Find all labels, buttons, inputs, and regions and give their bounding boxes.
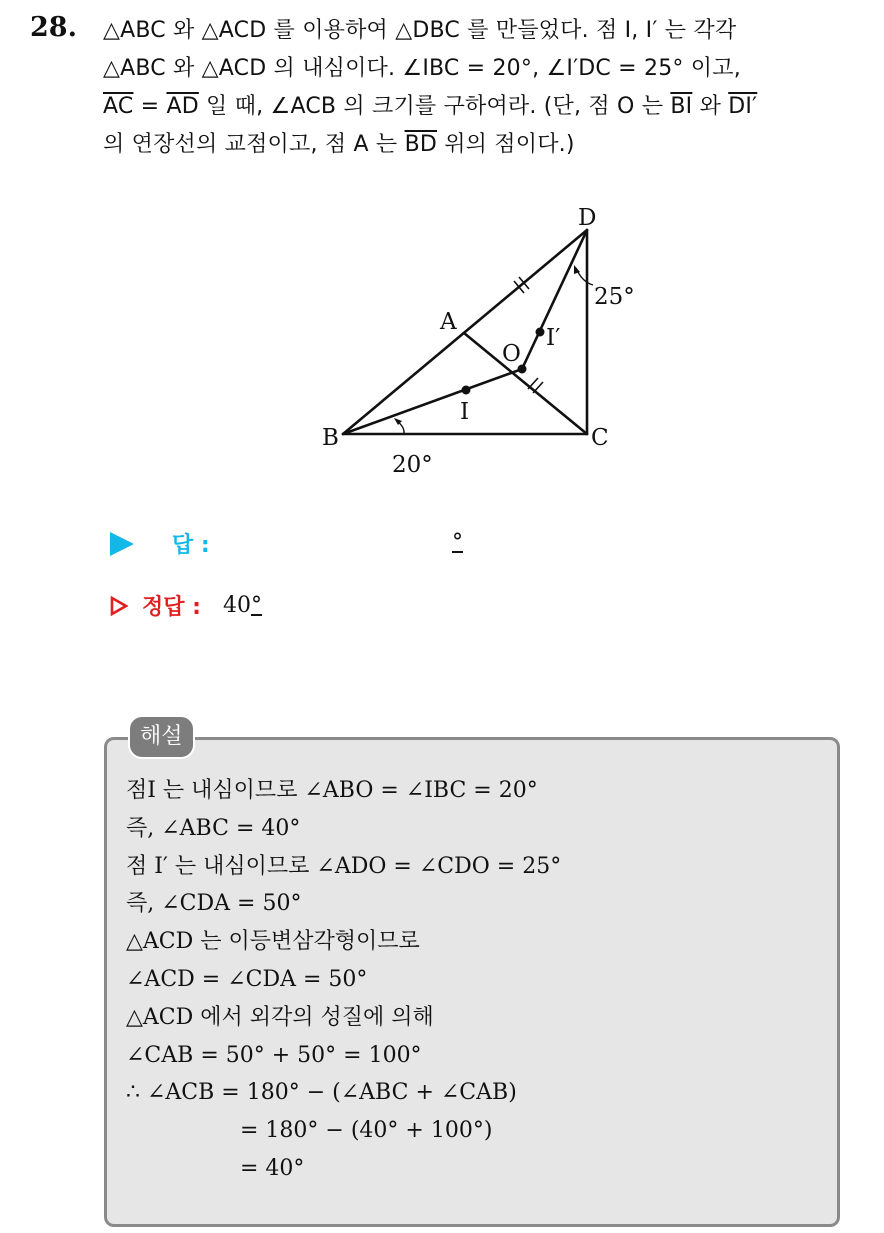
question-line-2: △ABC 와 △ACD 의 내심이다. ∠IBC = 20°, ∠I′DC = 25° 이고, [103,56,741,81]
label-d: D [578,205,597,231]
segment-ad: $\overline{AD}$ [166,94,199,119]
angle-label-25: 25° [594,284,635,310]
explanation-line: 점 I′ 는 내심이므로 ∠ADO = ∠CDO = 25° [126,853,562,879]
question-text [103,12,863,164]
point-i [462,386,471,395]
label-b: B [322,425,339,451]
explanation-line: 즉, ∠ABC = 40° [126,815,301,841]
label-i-prime: I′ [546,325,561,351]
question-line-4: 의 연장선의 교점이고, 점 A 는 $\overline{BD}$ 위의 점이다.) [103,132,575,157]
explanation-tag: 해설 [128,715,195,759]
angle-label-20: 20° [392,452,433,478]
explanation-line: ∠CAB = 50° + 50° = 100° [126,1042,422,1068]
question-line-1: △ABC 와 △ACD 를 이용하여 △DBC 를 만들었다. 점 I, I′ 는 각각 [103,18,737,43]
explanation-line: ∴ ∠ACB = 180° − (∠ABC + ∠CAB) [126,1080,517,1106]
answer-label: 답 : [172,533,210,558]
point-i-prime [536,328,545,337]
play-triangle-icon [110,532,134,556]
explanation-line: = 40° [240,1155,305,1181]
explanation-line: 즉, ∠CDA = 50° [126,891,302,917]
label-a: A [440,309,457,335]
correct-answer-row [110,590,262,621]
label-c: C [591,425,609,451]
correct-label: 정답 : [142,595,201,620]
segment-bd: $\overline{BD}$ [404,132,438,157]
geometry-figure [310,195,650,485]
correct-value: 40° [222,593,262,618]
segment-di-prime: DI′ [728,94,758,119]
explanation-lines [126,772,561,1188]
question-number: 28. [30,12,77,43]
explanation-line: △ACD 에서 외각의 성질에 의해 [126,1004,434,1030]
segment-bo-line [343,369,522,434]
question-line-3: $\overline{AC} = \overline{AD}$ 일 때, ∠ACB 의 크기를 구하여라. (단, 점 O 는 $\overline{BI}$ 와 DI′ [103,94,758,119]
segment-ac: $\overline{AC}$ [103,94,134,119]
segment-bi: $\overline{BI}$ [670,94,693,119]
outline-triangle-icon [110,596,128,616]
label-i: I [460,399,470,425]
explanation-line: △ACD 는 이등변삼각형이므로 [126,929,420,955]
answer-blank-unit[interactable]: ° [452,530,463,555]
explanation-line: ∠ACD = ∠CDA = 50° [126,966,368,992]
label-o: O [502,341,521,367]
answer-row [110,528,210,559]
explanation-line: 점I 는 내심이므로 ∠ABO = ∠IBC = 20° [126,778,538,803]
explanation-line: = 180° − (40° + 100°) [240,1118,493,1144]
